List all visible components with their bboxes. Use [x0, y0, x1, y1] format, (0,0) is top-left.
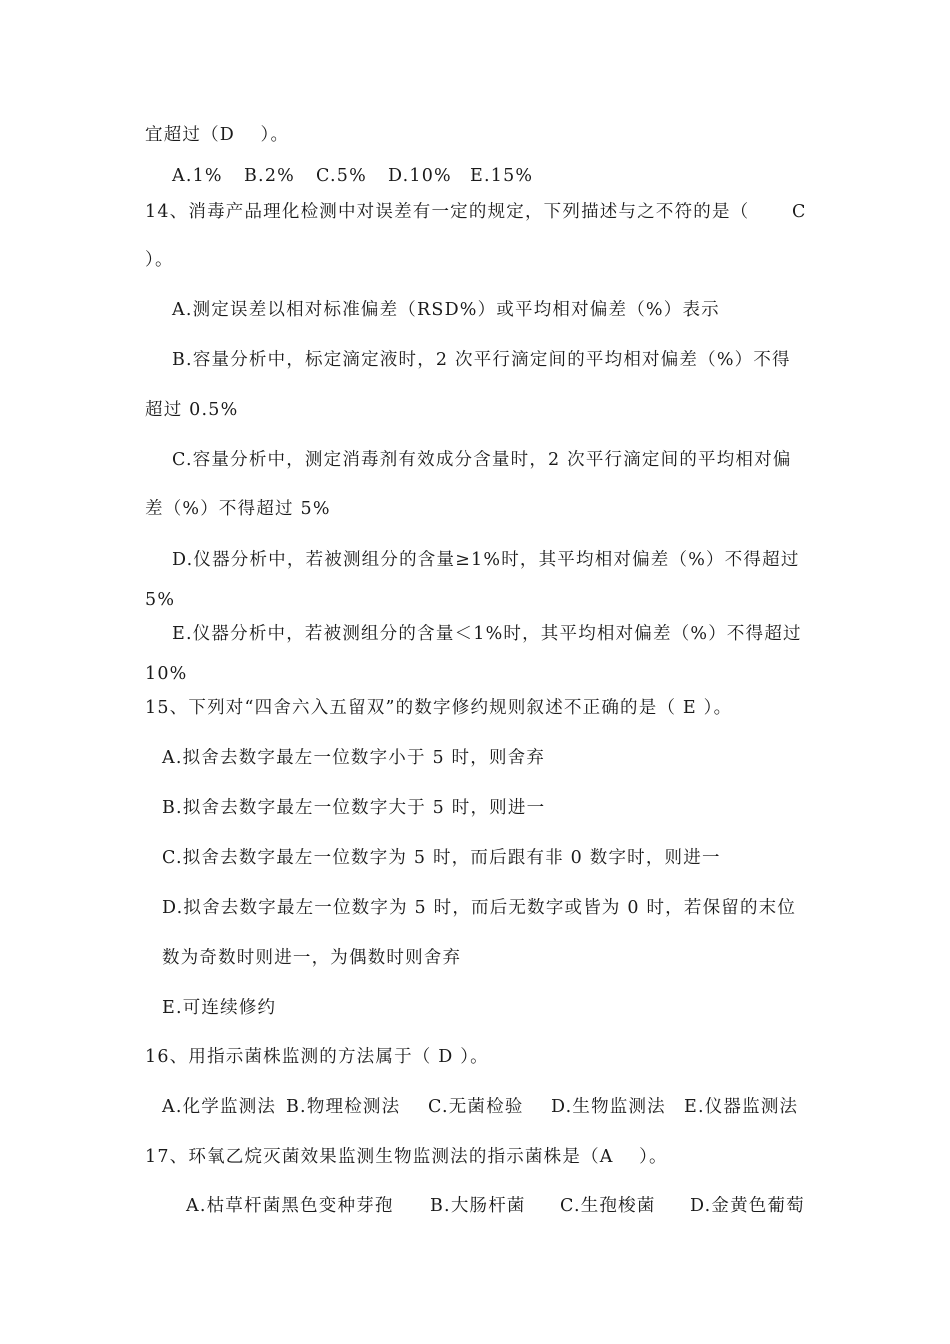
option-d: D.仪器分析中，若被测组分的含量≥1%时，其平均相对偏差（%）不得超过 [172, 550, 800, 570]
option-c: C.容量分析中，测定消毒剂有效成分含量时，2 次平行滴定间的平均相对偏 [172, 450, 792, 470]
question-14-answer: C [792, 202, 807, 222]
text-line: 宜超过（D ）。 [145, 125, 290, 145]
option-c: C.拟舍去数字最左一位数字为 5 时，而后跟有非 0 数字时，则进一 [162, 848, 721, 868]
q16-options [162, 1095, 798, 1119]
text-line: 超过 0.5% [145, 400, 239, 420]
q13-options [172, 164, 533, 188]
question-17: 17、环氧乙烷灭菌效果监测生物监测法的指示菌株是（A ）。 [145, 1147, 668, 1167]
option-e: E.15% [470, 166, 534, 186]
option-c: C.无菌检验 [428, 1097, 524, 1117]
option-a: A.化学监测法 [162, 1097, 277, 1117]
option-a: A.拟舍去数字最左一位数字小于 5 时，则舍弃 [162, 748, 546, 768]
option-d: D.10% [388, 166, 452, 186]
text-line: 数为奇数时则进一，为偶数时则舍弃 [162, 948, 462, 968]
option-d: D.拟舍去数字最左一位数字为 5 时，而后无数字或皆为 0 时，若保留的末位 [162, 898, 797, 918]
option-b: B.物理检测法 [286, 1097, 401, 1117]
option-e: E.仪器分析中，若被测组分的含量＜1%时，其平均相对偏差（%）不得超过 [172, 624, 802, 644]
text-line: ）。 [145, 250, 174, 270]
question-16: 16、用指示菌株监测的方法属于（ D ）。 [145, 1047, 489, 1067]
option-b: B.拟舍去数字最左一位数字大于 5 时，则进一 [162, 798, 546, 818]
option-a: A.测定误差以相对标准偏差（RSD%）或平均相对偏差（%）表示 [172, 300, 720, 320]
question-15: 15、下列对“四舍六入五留双”的数字修约规则叙述不正确的是（ E ）。 [145, 698, 733, 718]
option-a: A.枯草杆菌黑色变种芽孢 [186, 1196, 394, 1216]
q17-options [186, 1194, 805, 1218]
option-c: C.生孢梭菌 [560, 1196, 656, 1216]
text-line: 5% [145, 590, 176, 610]
option-d: D.生物监测法 [551, 1097, 666, 1117]
option-b: B.容量分析中，标定滴定液时，2 次平行滴定间的平均相对偏差（%）不得 [172, 350, 791, 370]
option-d: D.金黄色葡萄 [690, 1196, 805, 1216]
question-14: 14、消毒产品理化检测中对误差有一定的规定，下列描述与之不符的是（ [145, 202, 750, 222]
option-e: E.可连续修约 [162, 998, 277, 1018]
text-line: 10% [145, 664, 188, 684]
option-c: C.5% [316, 166, 367, 186]
text-line: 差（%）不得超过 5% [145, 499, 331, 519]
option-a: A.1% [172, 166, 223, 186]
option-e: E.仪器监测法 [684, 1097, 799, 1117]
option-b: B.大肠杆菌 [430, 1196, 526, 1216]
option-b: B.2% [244, 166, 295, 186]
